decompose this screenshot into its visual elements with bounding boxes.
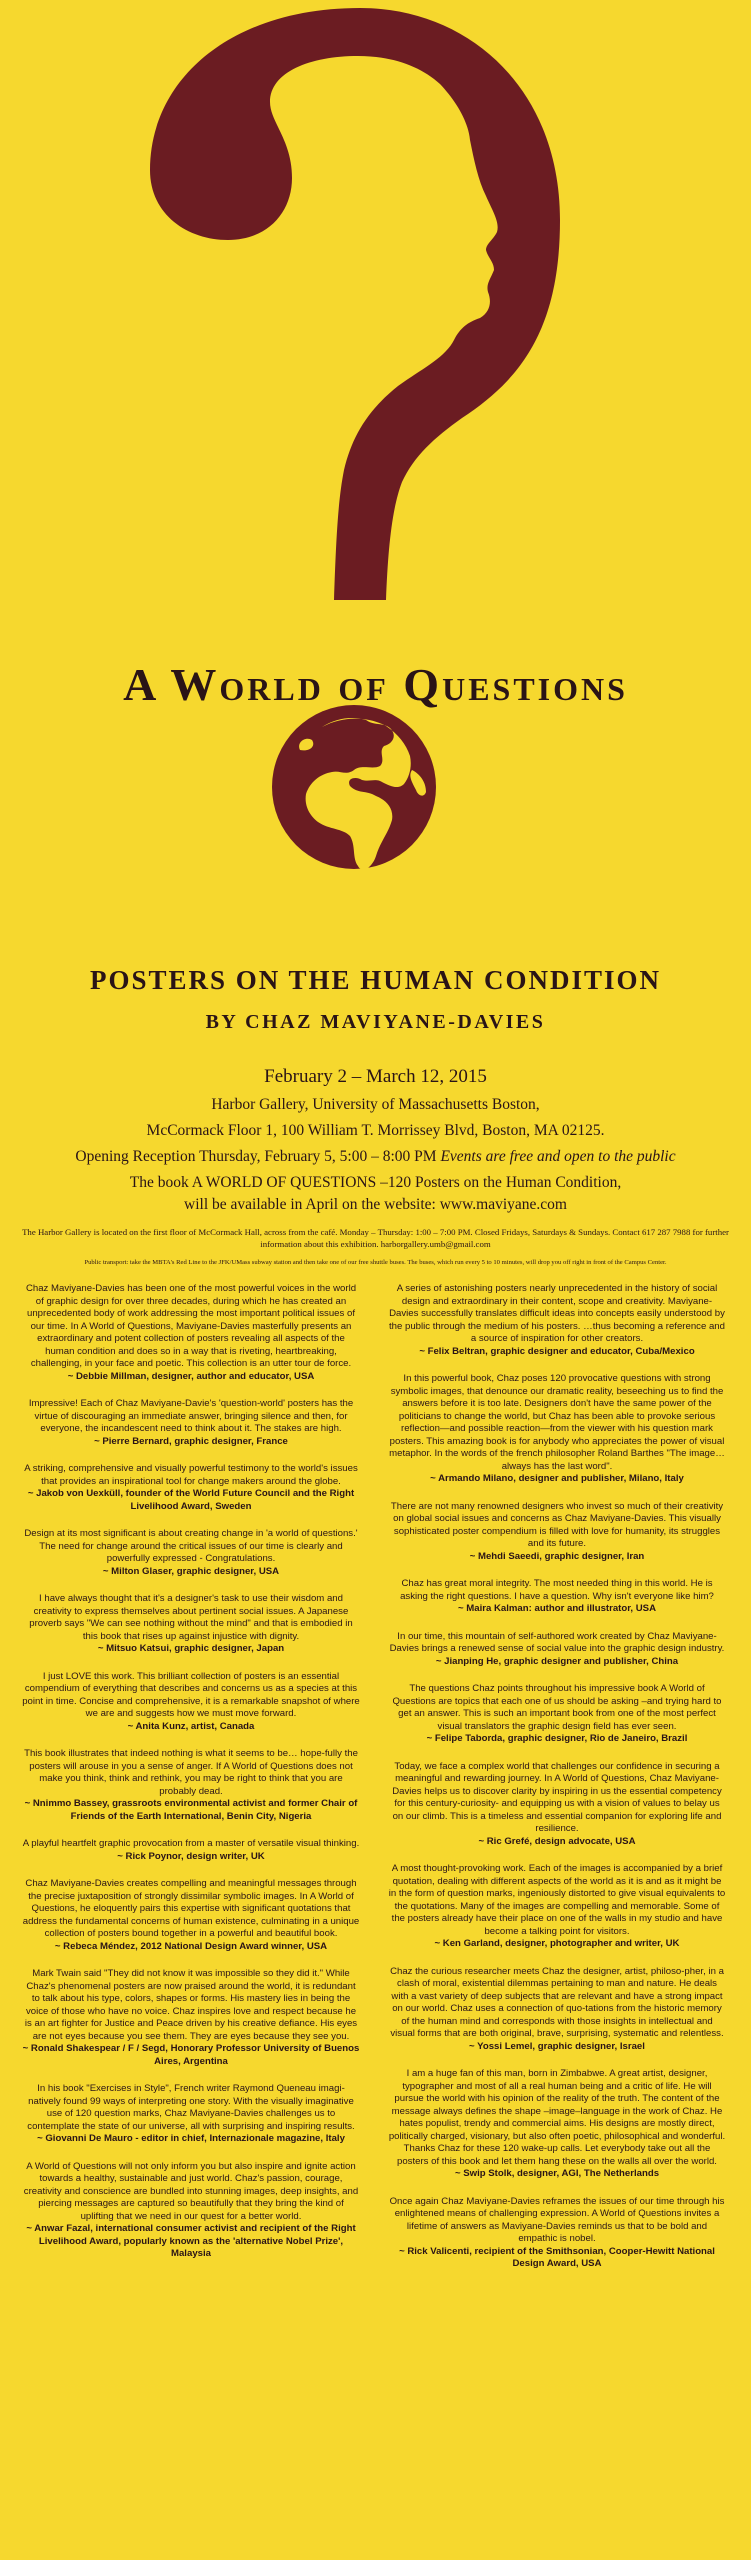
testimonial-text: In this powerful book, Chaz poses 120 provocative questions with strong symbolic images, that denounce our dramatic reality, beseeching us to find the answers before it is too late. Designers don't have the same power of the politicians to change the world, but Chaz has been able to provoke serious reflection—and possible reaction—from the viewer with his question mark posters. This amazing book is for anybody who appreciates the power of visual metaphor. In the words of the french philosopher Roland Barthes "The image… always has the last word". [389, 1373, 725, 1472]
testimonial [22, 1283, 360, 1383]
testimonial-text: This book illustrates that indeed nothing is what it seems to be… hope-fully the posters will arouse in you a sense of anger. If A World of Questions does not make you think, think and rethink, you may be right to think that you are probably dead. [24, 1748, 358, 1797]
testimonial [22, 2161, 360, 2261]
testimonial-text: In his book "Exercises in Style", French writer Raymond Queneau imagi-natively found 99 ways of interpreting one story. With the visually imaginative use of 120 question marks, Chaz Maviyane-Davies challenges us to contemplate the state of our universe, all with surprising and inspiring results. [27, 2083, 355, 2132]
testimonial-text: Impressive! Each of Chaz Maviyane-Davie's 'question-world' posters has the virtue of discouraging an immediate answer, bringing silence and then, for everyone, the incandescent need to think about it. The stakes are high. [28, 1398, 354, 1434]
testimonial [388, 1373, 726, 1486]
testimonial-attribution: ~ Mitsuo Katsui, graphic designer, Japan [97, 1643, 285, 1654]
testimonial [388, 1501, 726, 1564]
testimonial-attribution: ~ Mehdi Saeedi, graphic designer, Iran [469, 1550, 645, 1562]
testimonial [388, 1863, 726, 1951]
testimonial [388, 1761, 726, 1849]
testimonial [388, 1578, 726, 1616]
testimonial-text: Chaz the curious researcher meets Chaz the designer, artist, philoso-pher, in a clash of moral, existential dilemmas pertaining to man and nature. He deals with a vast variety of deep subjects that are relevant and have a strong impact on our world. Chaz uses a connection of quo-tations from the historic memory of the human mind and corresponds with those insights in intellectual and visual forms that are both original, brave, surprising, systematic and relentless. [390, 1965, 724, 2039]
testimonial [22, 1398, 360, 1448]
testimonial-text: I have always thought that it's a designer's task to use their wisdom and creativity to express themselves about pertinent social issues. A Japanese proverb says "We can see nothing without the mind" and that is embodied in this book that rises up against injustice with dignity. [29, 1593, 353, 1642]
testimonial-text: In our time, this mountain of self-authored work created by Chaz Maviyane-Davies brings a renewed sense of social value into the graphic design industry. [389, 1630, 725, 1654]
testimonial-attribution: ~ Ric Grefé, design advocate, USA [478, 1835, 636, 1847]
testimonial [22, 1968, 360, 2068]
testimonial-text: A playful heartfelt graphic provocation from a master of versatile visual thinking. [22, 1838, 360, 1849]
gallery-info: The Harbor Gallery is located on the first floor of McCormack Hall, across from the café. Monday – Thursday: 1:00 – 7:00 PM. Closed Fridays, Saturdays & Sundays. Contact 617 287 7988 for further information about this exhibition. harborgallery.umb@gmail.com [22, 1227, 729, 1249]
venue-line-1: Harbor Gallery, University of Massachusetts Boston, [211, 1096, 540, 1113]
testimonial-text: A series of astonishing posters nearly unprecedented in the history of social design and extraordinary in their content, scope and creativity. Maviyane-Davies successfully translates difficult ideas into concepts easily understood by the public through the medium of his posters. …thus becoming a reference and a source of inspiration for other creators. [389, 1283, 725, 1344]
testimonial [22, 1671, 360, 1734]
testimonial-attribution: ~ Maira Kalman: author and illustrator, USA [457, 1603, 657, 1614]
quotes-left-column [22, 1283, 360, 2276]
testimonial [388, 2196, 726, 2271]
transport-info: Public transport: take the MBTA's Red Line to the JFK/UMass subway station and then take one of our free shuttle buses. The buses, which run every 5 to 10 minutes, will drop you off right in front of the Campus Center. [84, 1259, 667, 1266]
testimonial-attribution: ~ Ronald Shakespear / F / Segd, Honorary Professor University of Buenos Aires, Argentina [22, 2043, 360, 2067]
testimonial [388, 1966, 726, 2054]
testimonial-text: I just LOVE this work. This brilliant collection of posters is an essential compendium of everything that describes and concerns us as a species at this point in time. Concise and comprehensive, it is a remarkable snapshot of where we are and suggests how we must move forward. [22, 1670, 360, 1719]
testimonial [388, 1631, 726, 1669]
testimonial-attribution: ~ Giovanni De Mauro - editor in chief, Internazionale magazine, Italy [37, 2133, 345, 2144]
testimonial-text: Today, we face a complex world that challenges our confidence in securing a meaningful and rewarding journey. In A World of Questions, Chaz Maviyane-Davies helps us to discover clarity by inspiring in us the essential competency for this century-curiosity- and equipping us with a vision of values to belay us on our climb. This is a timeless and essential companion for exploring life and resilience. [392, 1760, 722, 1834]
page-subtitle: POSTERS ON THE HUMAN CONDITION [89, 965, 662, 995]
testimonial-text: Once again Chaz Maviyane-Davies reframes the issues of our time through his enlightened means of challenging expression. A World of Questions invites a lifetime of answers as Maviyane-Davies reminds us that to be bold and empathic is nobel. [389, 2195, 725, 2244]
question-mark-icon [150, 8, 560, 600]
event-dates: February 2 – March 12, 2015 [264, 1066, 487, 1087]
testimonial [22, 1593, 360, 1656]
reception-note: Events are free and open to the public [436, 1148, 676, 1165]
testimonial-attribution: ~ Rick Valicenti, recipient of the Smithsonian, Cooper-Hewitt National Design Award, USA [399, 2245, 715, 2269]
page-title: A World of Questions [123, 659, 628, 710]
testimonial-text: A World of Questions will not only inform you but also inspire and ignite action towards a healthy, sustainable and just world. Chaz's passion, courage, creativity and conscience are bundled into stunning images, deep insights, and piercing messages are captured so beautifully that they bring the kind of uplifting that we need in our quest for a better world. [23, 2160, 359, 2222]
testimonial [388, 1683, 726, 1746]
testimonial-attribution: ~ Felix Beltran, graphic designer and educator, Cuba/Mexico [419, 1345, 695, 1357]
venue-line-2: McCormack Floor 1, 100 William T. Morrissey Blvd, Boston, MA 02125. [146, 1122, 605, 1139]
author-byline: BY CHAZ MAVIYANE-DAVIES [205, 1011, 546, 1033]
testimonial-text: Design at its most significant is about creating change in 'a world of questions.' The need for change around the critical issues of our time is clearly and powerfully expressed - Congratulations. [24, 1528, 358, 1564]
testimonial-text: Chaz has great moral integrity. The most needed thing in this world. He is asking the right questions. I have a question. Why isn't everyone like him? [400, 1578, 714, 1602]
reception-line [20, 1146, 731, 1168]
quotes-right-column [388, 1283, 726, 2286]
testimonial [22, 1463, 360, 1513]
testimonial-attribution: ~ Swip Stolk, designer, AGI, The Netherlands [454, 2168, 660, 2179]
testimonial [22, 1838, 360, 1863]
testimonial-attribution: ~ Anita Kunz, artist, Canada [127, 1720, 255, 1732]
testimonial-attribution: ~ Anwar Fazal, international consumer activist and recipient of the Right Livelihood Award, popularly known as the 'alternative Nobel Prize', Malaysia [26, 2223, 356, 2259]
testimonial-attribution: ~ Felipe Taborda, graphic designer, Rio de Janeiro, Brazil [426, 1733, 688, 1744]
testimonial [22, 2083, 360, 2146]
testimonial [22, 1878, 360, 1953]
testimonial [22, 1748, 360, 1823]
reception-time: Opening Reception Thursday, February 5, 5:00 – 8:00 PM [75, 1148, 437, 1165]
book-line-2: will be available in April on the website: www.maviyane.com [184, 1196, 567, 1213]
book-line-1: The book A WORLD OF QUESTIONS –120 Posters on the Human Condition, [129, 1174, 622, 1191]
testimonial [22, 1528, 360, 1578]
testimonial-text: The questions Chaz points throughout his impressive book A World of Questions are topics that each one of us should be asking –and trying hard to get an answer. This is such an important book from one of the most perfect visual translators the graphic design field has ever seen. [392, 1683, 722, 1732]
testimonial [388, 1283, 726, 1358]
testimonial-text: A most thought-provoking work. Each of the images is accompanied by a brief quotation, dealing with different aspects of the world as it is and as it might be in the form of question marks, ingeniously distorted to give visual equivalents to the quotations. Many of the images are compelling and memorable. Some of the posters already have their place on one of the walls in my studio and have become a talking point for visitors. [388, 1863, 726, 1937]
testimonial-attribution: ~ Milton Glaser, graphic designer, USA [102, 1565, 280, 1577]
testimonial-text: Mark Twain said "They did not know it was impossible so they did it." While Chaz's phenomenal posters are now praised around the world, it is redundant to talk about his type, colors, shapes or forms. His mastery lies in being the voice of those who have no voice. Chaz inspires love and respect because he is an art fighter for Justice and Peace driven by his creative defiance. His eyes are not eyes because you see them. They are eyes because they see you. [24, 1968, 358, 2042]
testimonial-attribution: ~ Ken Garland, designer, photographer and writer, UK [434, 1938, 680, 1949]
testimonial-text: Chaz Maviyane-Davies has been one of the most powerful voices in the world of graphic design for over three decades, during which he has created an unprecedented body of work addressing the most important political issues of our time. In A World of Questions, Maviyane-Davies masterfully presents an extraordinary and potent collection of posters revealing all aspects of the human condition and does so in a way that is riveting, heartbreaking, challenging, in your face and poetic. This collection is an utter tour de force. [25, 1283, 357, 1369]
testimonial-attribution: ~ Jianping He, graphic designer and publisher, China [435, 1655, 679, 1667]
testimonial-attribution: ~ Jakob von Uexküll, founder of the World Future Council and the Right Livelihood Award, Sweden [27, 1488, 355, 1512]
globe-icon [272, 705, 436, 870]
testimonial-text: There are not many renowned designers who invest so much of their creativity on global social issues and concerns as Chaz Maviyane-Davies. This visually sophisticated poster compendium is filled with love for humanity, its struggles and its future. [390, 1500, 724, 1549]
testimonial-attribution: ~ Rick Poynor, design writer, UK [117, 1850, 265, 1862]
testimonial-attribution: ~ Nnimmo Bassey, grassroots environmental activist and former Chair of Friends of the Earth International, Benin City, Nigeria [24, 1798, 358, 1822]
testimonial-text: Chaz Maviyane-Davies creates compelling and meaningful messages through the precise juxtaposition of strongly dissimilar symbolic images. In A World of Questions, he eloquently pairs this expertise with significant quotations that address the fundamental concerns of human existence, culminating in a unique collection of posters bound together in a powerful and beautiful book. [22, 1878, 360, 1939]
testimonial [388, 2068, 726, 2181]
testimonial-attribution: ~ Yossi Lemel, graphic designer, Israel [469, 2040, 645, 2052]
testimonial-text: A striking, comprehensive and visually powerful testimony to the world's issues that provides an inspirational tool for change makers around the globe. [24, 1463, 358, 1487]
testimonial-attribution: ~ Pierre Bernard, graphic designer, France [94, 1435, 288, 1447]
hero-illustration [0, 0, 751, 950]
testimonial-attribution: ~ Rebeca Méndez, 2012 National Design Award winner, USA [54, 1940, 328, 1952]
event-info [20, 1066, 731, 1267]
testimonial-attribution: ~ Armando Milano, designer and publisher, Milano, Italy [430, 1473, 684, 1484]
testimonial-text: I am a huge fan of this man, born in Zimbabwe. A great artist, designer, typographer and most of all a real human being and a critic of life. He will pursue the world with his opinion of the reality of the truth. The content of the message always defines the shape –image–language in the work of Chaz. He hates populist, trendy and commercial aims. His designs are mostly direct, politically charged, visionary, but also often poetic, philosophical and wonderful. Thanks Chaz for these 120 wake-up calls. Let everybody take out all the posters of this book and let them hang these on the walls all over the world. [388, 2068, 726, 2167]
testimonial-attribution: ~ Debbie Millman, designer, author and educator, USA [67, 1370, 315, 1382]
